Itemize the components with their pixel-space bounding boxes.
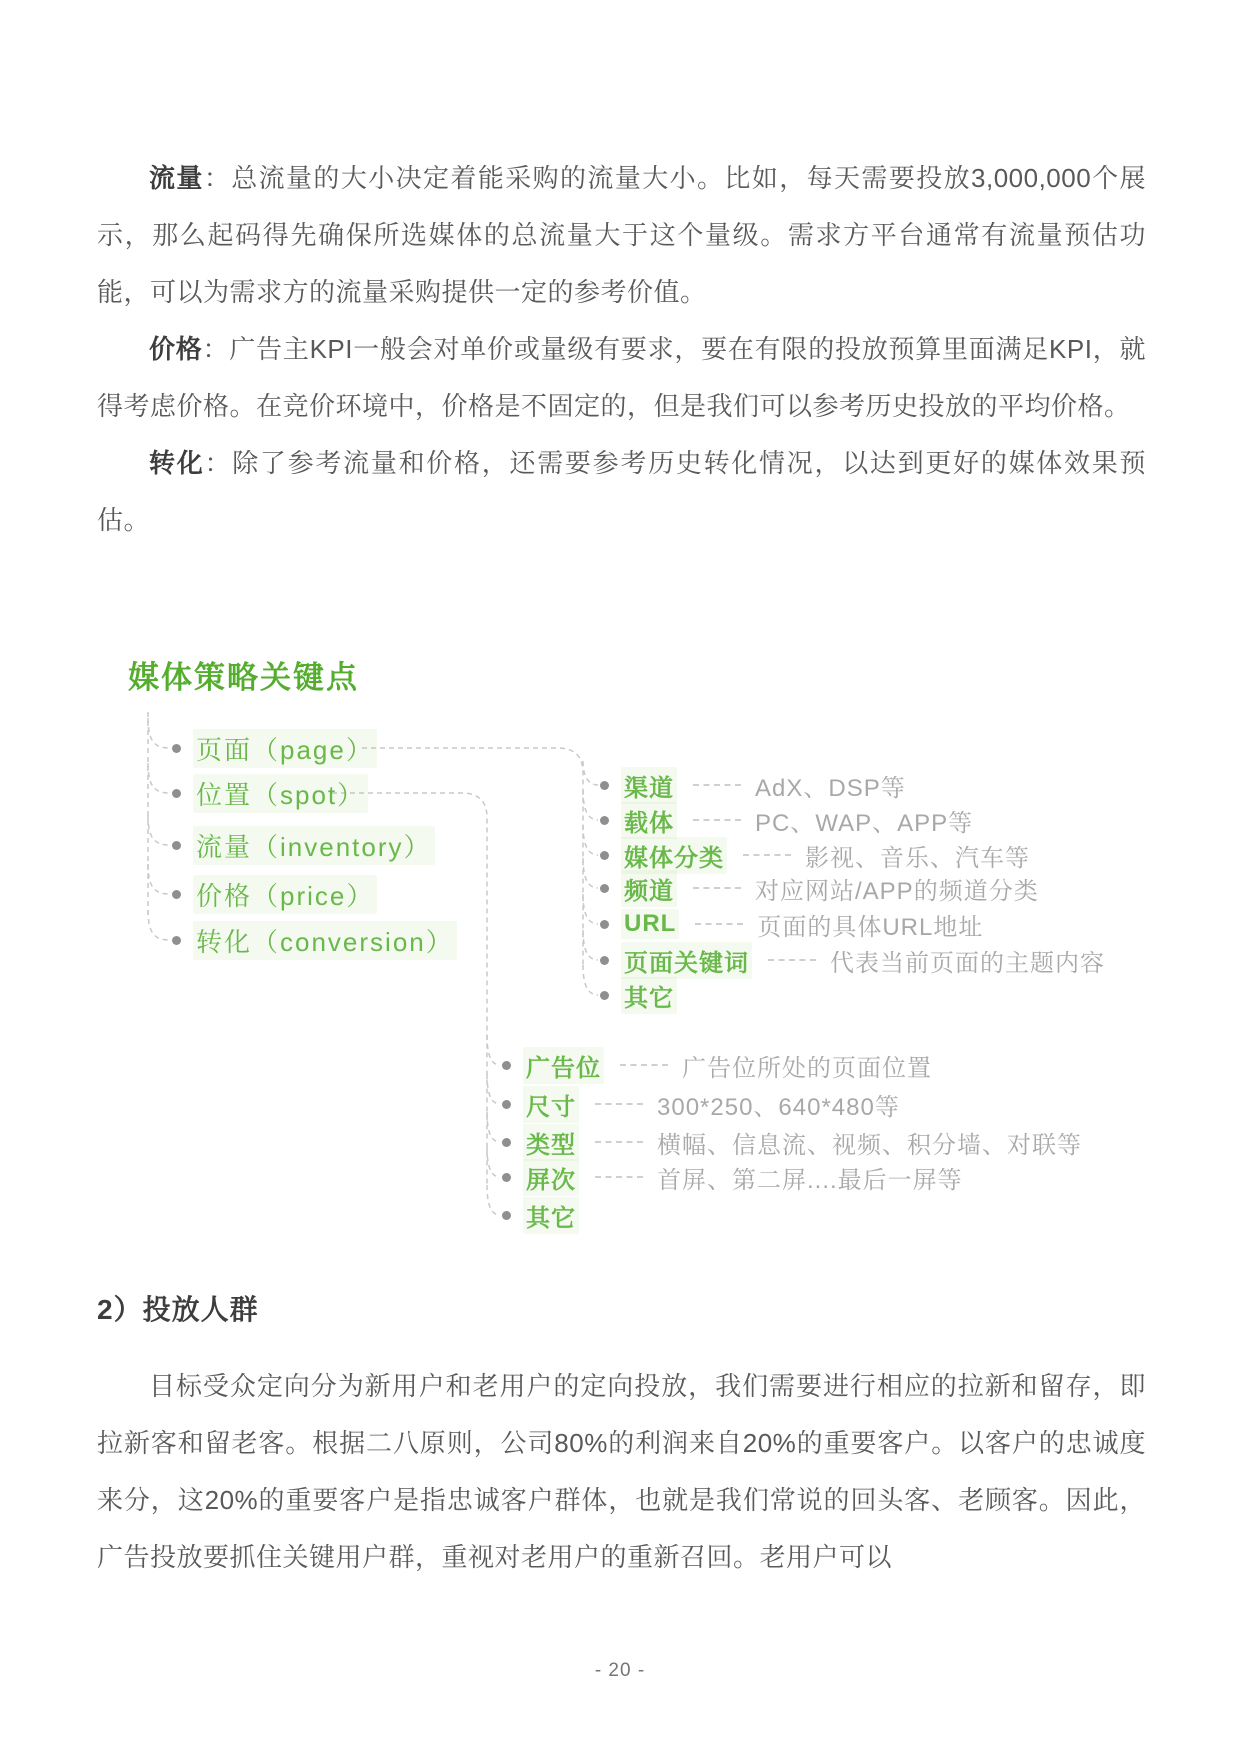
dash-connector (595, 1141, 643, 1143)
bullet-dot-icon (502, 1138, 511, 1147)
node-label: 页面（page） (193, 729, 377, 768)
mindmap-node-conversion (172, 925, 457, 955)
mindmap-node-other-spot (502, 1200, 579, 1230)
paragraph-text: ：广告主KPI一般会对单价或量级有要求，要在有限的投放预算里面满足KPI，就得考虑价格。在竞价环境中，价格是不固定的，但是我们可以参考历史投放的平均价格。 (97, 334, 1146, 421)
bullet-dot-icon (600, 991, 609, 1000)
mindmap-node-spot (172, 778, 368, 808)
paragraph-conversion (97, 435, 1146, 549)
node-label: 其它 (523, 1197, 579, 1234)
node-label: 媒体分类 (621, 837, 727, 874)
page-number: - 20 - (594, 1660, 646, 1681)
node-label: 频道 (621, 870, 677, 907)
bullet-dot-icon (172, 841, 181, 850)
node-desc: 页面的具体URL地址 (757, 913, 984, 941)
node-label: 位置（spot） (193, 774, 368, 813)
node-desc: 影视、音乐、汽车等 (805, 844, 1030, 872)
mindmap-node-screen-order (502, 1162, 963, 1192)
node-label: 其它 (621, 977, 677, 1014)
dash-connector (768, 959, 816, 961)
bullet-dot-icon (600, 920, 609, 929)
dash-connector (620, 1064, 668, 1066)
mindmap-node-channel (600, 770, 906, 800)
node-desc: 代表当前页面的主题内容 (830, 949, 1105, 977)
bullet-dot-icon (600, 816, 609, 825)
node-desc: 横幅、信息流、视频、积分墙、对联等 (657, 1131, 1082, 1159)
paragraph-text: ：除了参考流量和价格，还需要参考历史转化情况，以达到更好的媒体效果预估。 (97, 448, 1146, 535)
bullet-dot-icon (172, 789, 181, 798)
section-audience (97, 1288, 1146, 1586)
node-label: 载体 (621, 802, 677, 839)
node-label: 渠道 (621, 767, 677, 804)
bullet-dot-icon (502, 1061, 511, 1070)
node-desc: 广告位所处的页面位置 (682, 1054, 932, 1082)
bullet-dot-icon (502, 1173, 511, 1182)
bullet-dot-icon (172, 744, 181, 753)
bullet-dot-icon (502, 1211, 511, 1220)
mindmap-node-channel-type (600, 873, 1039, 903)
node-label: 转化（conversion） (193, 921, 457, 960)
dash-connector (743, 854, 791, 856)
bullet-dot-icon (172, 936, 181, 945)
node-label: 屏次 (523, 1159, 579, 1196)
mindmap-node-type (502, 1127, 1082, 1157)
bullet-dot-icon (600, 884, 609, 893)
dash-connector (595, 1103, 643, 1105)
paragraph-lead: 流量 (149, 163, 204, 193)
node-label: 类型 (523, 1124, 579, 1161)
mindmap-node-inventory (172, 830, 435, 860)
paragraph-price (97, 321, 1146, 435)
diagram-title: 媒体策略关键点 (128, 660, 359, 695)
mindmap-node-size (502, 1089, 900, 1119)
bullet-dot-icon (502, 1100, 511, 1109)
dash-connector (693, 819, 741, 821)
bullet-dot-icon (600, 956, 609, 965)
mindmap-node-carrier (600, 805, 973, 835)
paragraph-text: ：总流量的大小决定着能采购的流量大小。比如，每天需要投放3,000,000个展示，那么起码得先确保所选媒体的总流量大于这个量级。需求方平台通常有流量预估功能，可以为需求方的流量采购提供一定的参考价值。 (97, 163, 1146, 307)
paragraph-traffic (97, 150, 1146, 321)
node-desc: 首屏、第二屏....最后一屏等 (657, 1166, 963, 1194)
media-strategy-mindmap (0, 640, 1240, 1262)
mindmap-node-page-keywords (600, 945, 1105, 975)
body-text-block (97, 150, 1146, 549)
dash-connector (695, 923, 743, 925)
node-desc: AdX、DSP等 (755, 774, 906, 802)
paragraph-lead: 转化 (149, 448, 205, 478)
node-label: 页面关键词 (621, 942, 752, 979)
mindmap-node-price (172, 879, 377, 909)
node-label: 广告位 (523, 1047, 604, 1084)
paragraph-lead: 价格 (149, 334, 203, 364)
node-label: 价格（price） (193, 875, 377, 914)
section-paragraph: 目标受众定向分为新用户和老用户的定向投放，我们需要进行相应的拉新和留存，即拉新客和留老客。根据二八原则，公司80%的利润来自20%的重要客户。以客户的忠诚度来分，这20%的重要客户是指忠诚客户群体，也就是我们常说的回头客、老顾客。因此，广告投放要抓住关键用户群，重视对老用户的重新召回。老用户可以 (97, 1371, 1146, 1572)
node-desc: 对应网站/APP的频道分类 (755, 877, 1039, 905)
bullet-dot-icon (172, 890, 181, 899)
node-label: 尺寸 (523, 1086, 579, 1123)
node-label: 流量（inventory） (193, 826, 435, 865)
mindmap-node-url (600, 909, 983, 939)
bullet-dot-icon (600, 781, 609, 790)
dash-connector (693, 887, 741, 889)
section-heading: 2）投放人群 (97, 1294, 259, 1325)
dash-connector (595, 1176, 643, 1178)
mindmap-node-ad-slot (502, 1050, 932, 1080)
dash-connector (693, 784, 741, 786)
node-desc: PC、WAP、APP等 (755, 809, 974, 837)
node-label: URL (621, 909, 679, 939)
mindmap-node-media-category (600, 840, 1030, 870)
mindmap-node-page (172, 733, 377, 763)
mindmap-node-other-page (600, 980, 677, 1010)
bullet-dot-icon (600, 851, 609, 860)
node-desc: 300*250、640*480等 (657, 1093, 900, 1121)
